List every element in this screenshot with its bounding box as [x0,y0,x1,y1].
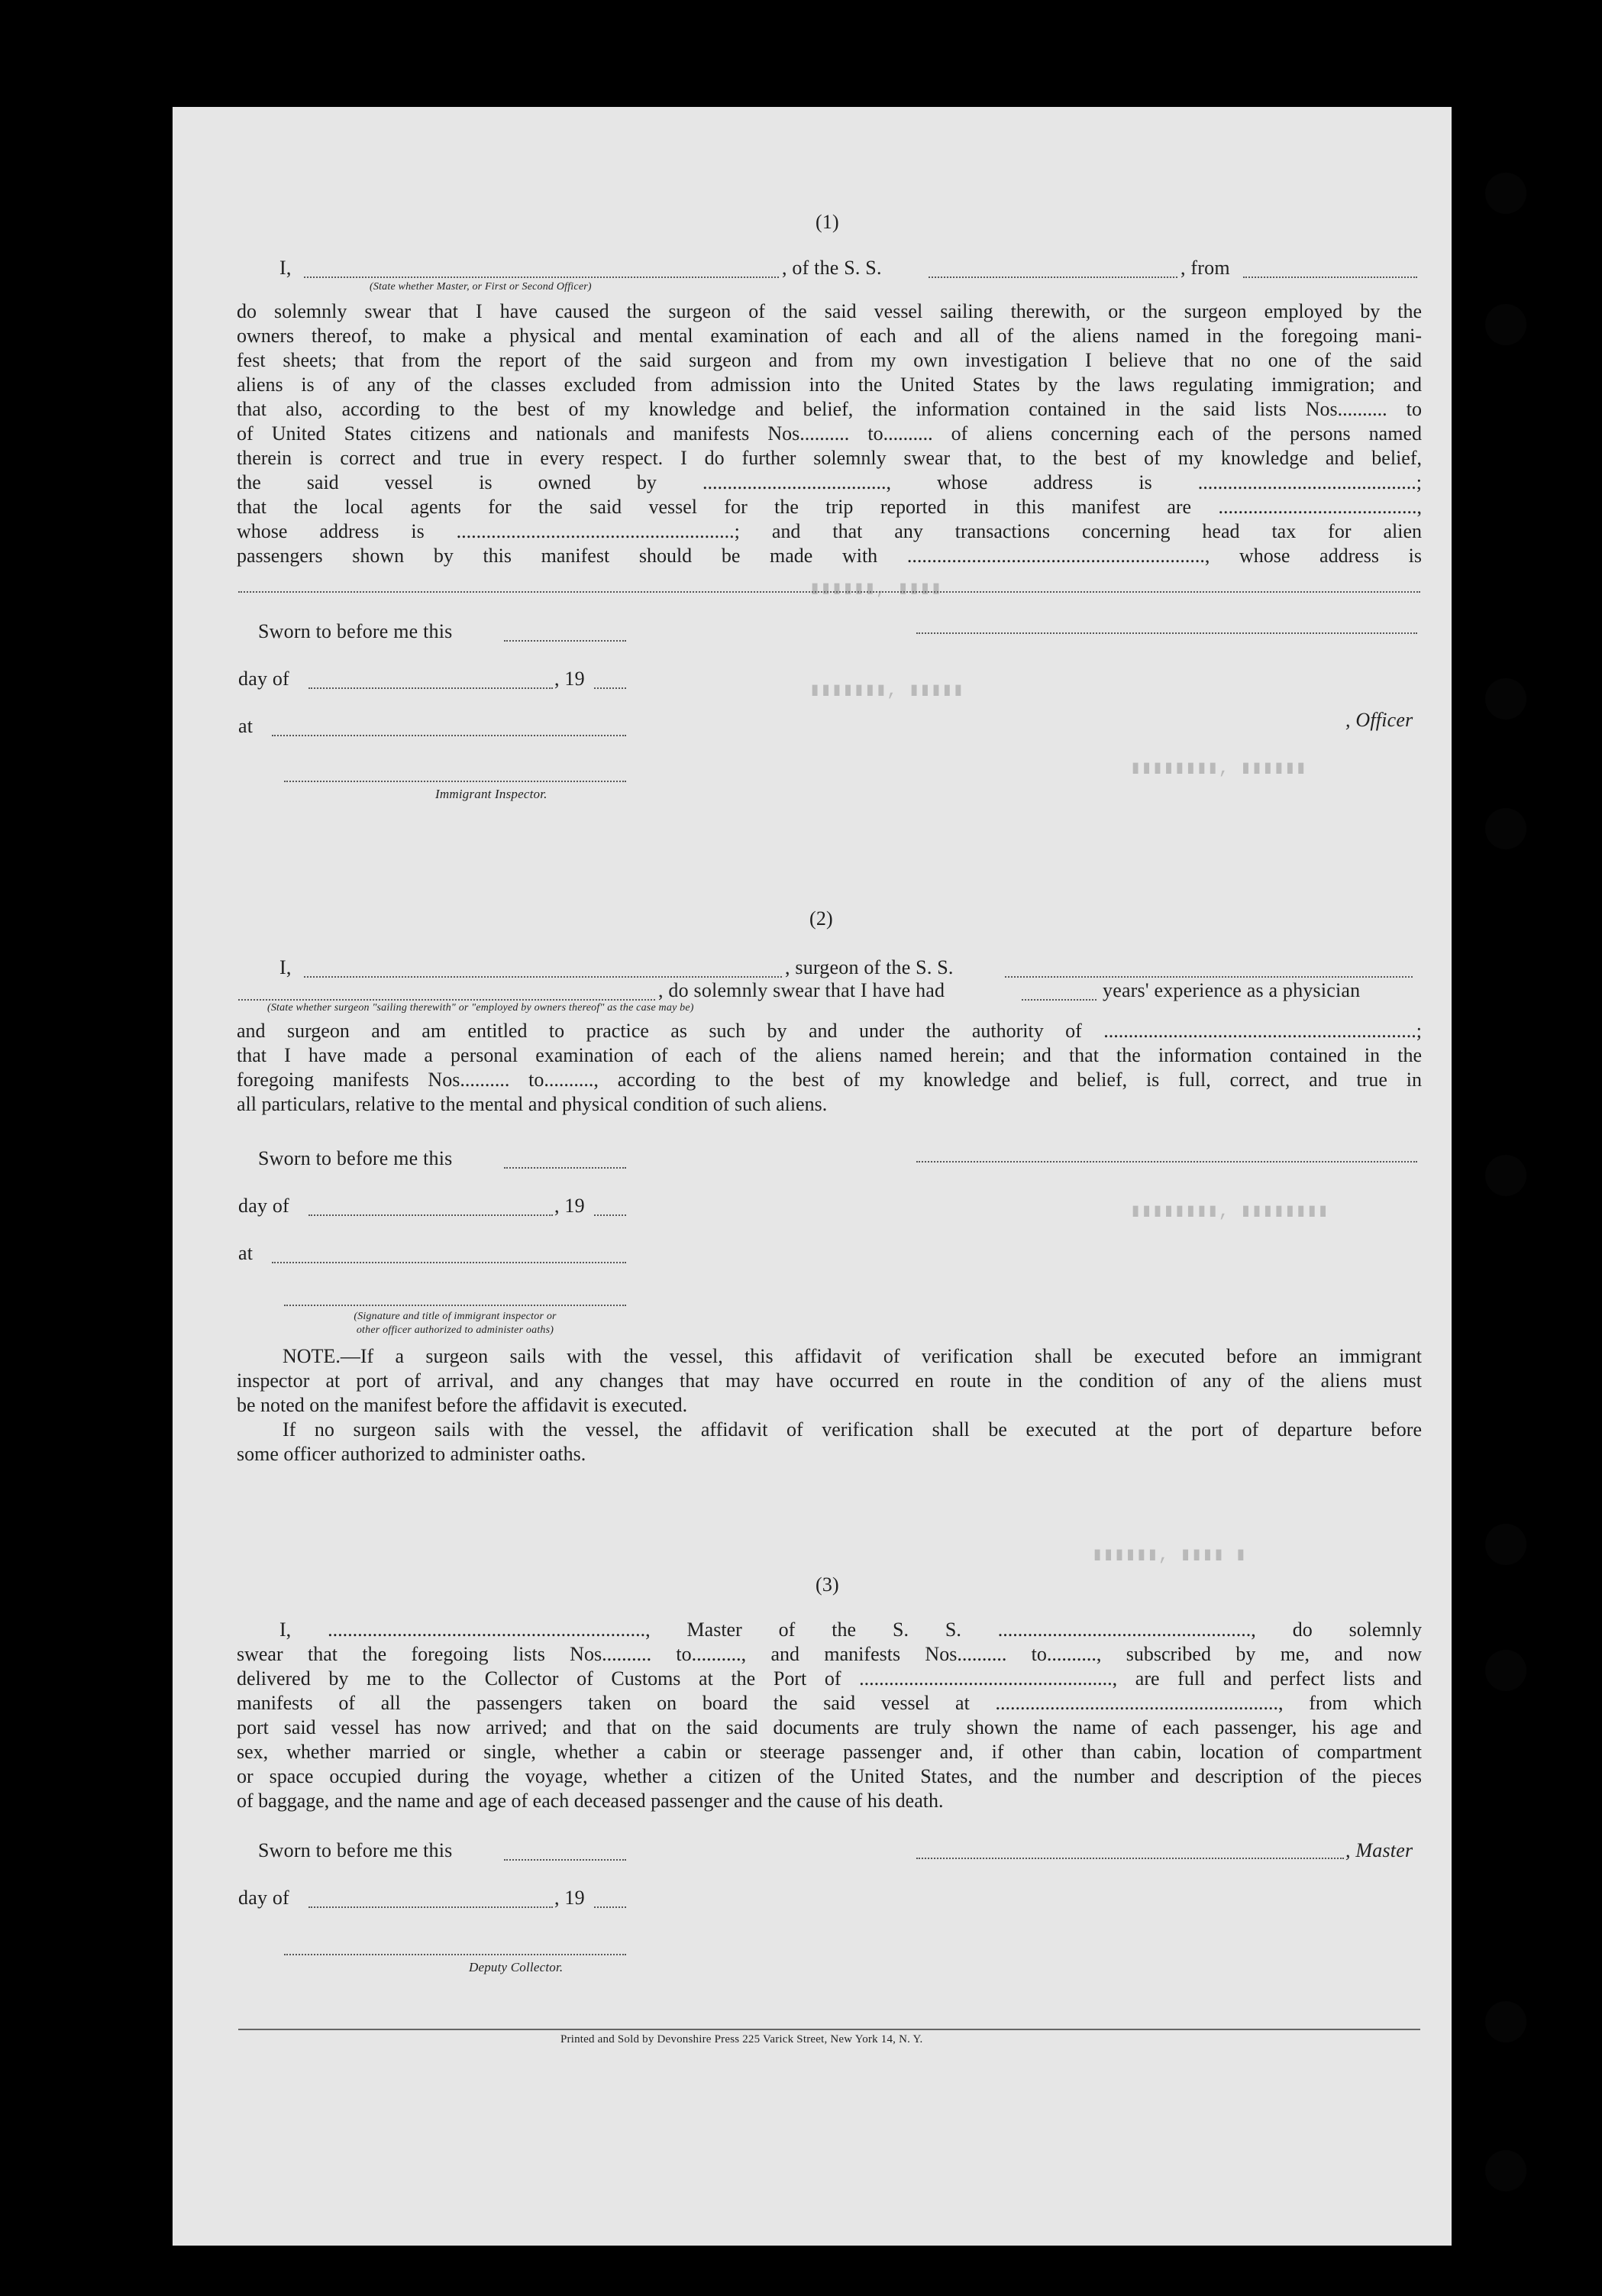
bleed-through-text: ▮▮▮▮▮▮▮, ▮▮▮▮▮ [809,681,964,701]
blank-line [929,276,1177,278]
paragraph-line: that also, according to the best of my knowledge and belief, the information contained in the said lists Nos.......... to [237,398,1422,420]
signature-note: (Signature and title of immigrant inspector or [354,1311,557,1322]
section-number: (1) [816,211,839,233]
printer-imprint: Printed and Sold by Devonshire Press 225 Varick Street, New York 14, N. Y. [560,2033,923,2045]
paragraph-line: or space occupied during the voyage, whether a citizen of the United States, and the number and description of the pieces [237,1765,1422,1787]
footer-rule [238,2029,1420,2030]
paragraph-line: therein is correct and true in every respect. I do further solemnly swear that, to the best of my knowledge and belief, [237,447,1422,469]
oath-i: I, [279,956,292,978]
signature-line [916,1858,1344,1859]
paragraph-line: I, ................................................................, Master of the S. S. ..................................................., do solemnly [279,1619,1422,1641]
from-label: , from [1181,257,1230,279]
blank-line [594,1906,626,1908]
sworn-label: Sworn to before me this [258,620,453,642]
punch-hole [1485,1524,1526,1565]
note-line: some officer authorized to administer oaths. [237,1443,586,1465]
signature-line [916,1161,1417,1163]
paragraph-line: passengers shown by this manifest should be made with ............................................................, whose address is [237,545,1422,567]
state-note: (State whether Master, or First or Second Officer) [370,281,592,293]
master-label: , Master [1345,1839,1413,1861]
blank-line [504,1859,626,1861]
blank-line [504,1167,626,1169]
paragraph-line: of United States citizens and nationals and manifests Nos.......... to.......... of aliens concerning each of the persons named [237,422,1422,445]
paragraph-line: delivered by me to the Collector of Customs at the Port of ..................................................., are full and perfect lists and [237,1667,1422,1690]
year-label: , 19 [554,668,585,690]
sworn-label: Sworn to before me this [258,1839,453,1861]
blank-line [308,687,553,689]
paragraph-line: manifests of all the passengers taken on board the said vessel at ........................................................., from which [237,1692,1422,1714]
day-of-label: day of [238,668,289,690]
blank-line [304,276,779,278]
punch-hole [1485,1155,1526,1196]
note-line: be noted on the manifest before the affidavit is executed. [237,1394,688,1416]
surgeon-note [237,1344,1422,1467]
bleed-through-text: ▮▮▮▮▮▮▮▮, ▮▮▮▮▮▮ [1130,758,1307,779]
punch-hole [1485,678,1526,720]
oath-i: I, [279,257,292,279]
paragraph-line: all particulars, relative to the mental and physical condition of such aliens. [237,1093,828,1115]
blank-line [1243,276,1417,278]
at-label: at [238,1242,254,1264]
blank-line [1022,999,1097,1001]
punch-hole [1485,1650,1526,1691]
year-label: , 19 [554,1195,585,1217]
paragraph-line: the said vessel is owned by ....................................., whose address is ............................................; [237,471,1422,493]
signature-line [284,1954,626,1955]
blank-line [238,999,655,1001]
paragraph-line: and surgeon and am entitled to practice as such by and under the authority of ...............................................................; [237,1020,1422,1042]
blank-line [1005,976,1413,978]
day-of-label: day of [238,1887,289,1909]
swear-label: , do solemnly swear that I have had [658,979,945,1001]
at-label: at [238,715,254,737]
paragraph-line: that the local agents for the said vessel for the trip reported in this manifest are ........................................, [237,496,1422,518]
sworn-label: Sworn to before me this [258,1147,453,1169]
punch-hole [1485,2001,1526,2042]
bleed-through-text: ▮▮▮▮▮▮, ▮▮▮▮ [809,579,942,600]
officer-label: , Officer [1345,709,1413,731]
inspector-label: Immigrant Inspector. [435,787,547,801]
signature-line [916,632,1417,634]
section-number: (2) [809,907,833,930]
oath-paragraph-2 [237,1019,1422,1117]
punch-hole [1485,304,1526,345]
paragraph-line: that I have made a personal examination of each of the aliens named herein; and that the information contained in the [237,1044,1422,1066]
note-line: NOTE.—If a surgeon sails with the vessel, this affidavit of verification shall be executed before an immigrant [283,1345,1422,1367]
paragraph-line: owners thereof, to make a physical and mental examination of each and all of the aliens named in the foregoing mani- [237,325,1422,347]
note-line: inspector at port of arrival, and any changes that may have occurred en route in the condition of any of the aliens must [237,1370,1422,1392]
year-label: , 19 [554,1887,585,1909]
state-note: (State whether surgeon "sailing therewith" or "employed by owners thereof" as the case may be) [267,1002,694,1014]
punch-hole [1485,2150,1526,2191]
paragraph-line: whose address is ........................................................; and that any transactions concerning head tax for alien [237,520,1422,542]
blank-line [304,976,782,978]
paragraph-line: do solemnly swear that I have caused the surgeon of the said vessel sailing therewith, or the surgeon employed by the [237,300,1422,322]
section-number: (3) [816,1573,839,1596]
blank-line [594,1214,626,1216]
paragraph-line: foregoing manifests Nos.......... to.........., according to the best of my knowledge and belief, is full, correct, and true in [237,1069,1422,1091]
blank-line [308,1214,553,1216]
blank-line [308,1906,553,1908]
paragraph-line: sex, whether married or single, whether a cabin or steerage passenger and, if other than cabin, location of compartment [237,1741,1422,1763]
of-the-ss-label: , of the S. S. [782,257,882,279]
punch-hole [1485,808,1526,849]
oath-paragraph-1 [237,299,1422,568]
years-label: years' experience as a physician [1103,979,1361,1001]
blank-line [504,640,626,642]
note-line: If no surgeon sails with the vessel, the affidavit of verification shall be executed at the port of departure before [283,1418,1422,1441]
paragraph-line: port said vessel has now arrived; and that on the said documents are truly shown the name of each passenger, his age and [237,1716,1422,1738]
bleed-through-text: ▮▮▮▮▮▮▮▮, ▮▮▮▮▮▮▮▮ [1130,1201,1329,1222]
punch-hole [1485,173,1526,214]
blank-line [238,591,1420,593]
blank-line [272,1262,626,1263]
signature-line [284,1305,626,1306]
paragraph-line: aliens is of any of the classes excluded from admission into the United States by the laws regulating immigration; and [237,374,1422,396]
paragraph-line: fest sheets; that from the report of the said surgeon and from my own investigation I believe that no one of the said [237,349,1422,371]
deputy-collector-label: Deputy Collector. [469,1960,564,1974]
signature-line [284,781,626,782]
signature-note: other officer authorized to administer oaths) [356,1324,554,1336]
paragraph-line: of baggage, and the name and age of each deceased passenger and the cause of his death. [237,1790,944,1812]
paragraph-line: swear that the foregoing lists Nos.......... to.........., and manifests Nos.......... to.........., subscribed by me, and now [237,1643,1422,1665]
surgeon-of-label: , surgeon of the S. S. [785,956,954,978]
blank-line [272,735,626,736]
blank-line [594,687,626,689]
day-of-label: day of [238,1195,289,1217]
oath-paragraph-3 [237,1618,1422,1813]
bleed-through-text: ▮▮▮▮▮▮, ▮▮▮▮ ▮ [1092,1545,1247,1566]
